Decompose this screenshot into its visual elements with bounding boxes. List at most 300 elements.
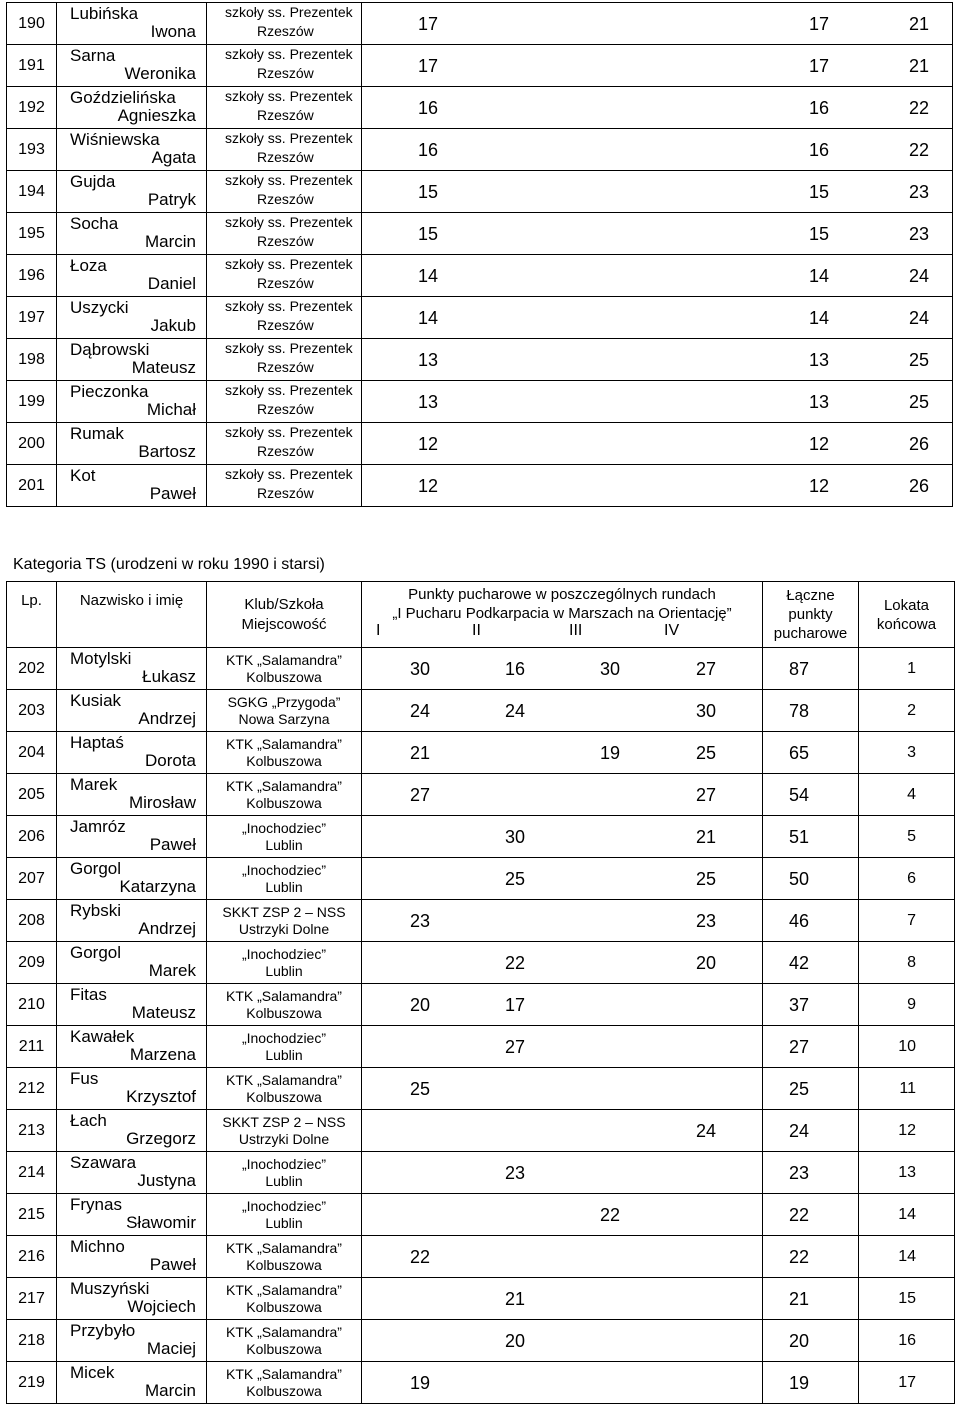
- row-round-4: 25: [696, 869, 717, 889]
- row-club-line2: Rzeszów: [257, 275, 314, 291]
- row-surname: Micek: [70, 1363, 115, 1382]
- row-total-cell: [763, 942, 859, 984]
- row-rank: 24: [909, 266, 930, 286]
- row-club-line2: Rzeszów: [257, 401, 314, 417]
- row-club: [207, 1068, 362, 1110]
- row-total: 37: [789, 995, 810, 1015]
- row-total: 12: [809, 476, 830, 496]
- row-club-line2: Kolbuszowa: [246, 1382, 322, 1399]
- row-club: [207, 297, 362, 339]
- row-rank: 23: [909, 182, 930, 202]
- table-row: [7, 1110, 955, 1152]
- row-rank-cell: [859, 942, 955, 984]
- row-total: 42: [789, 953, 810, 973]
- row-club: [207, 423, 362, 465]
- row-rank-cell: [859, 900, 955, 942]
- row-round-score: 14: [418, 266, 439, 286]
- row-total-cell: [763, 900, 859, 942]
- row-first-name: Bartosz: [138, 442, 196, 461]
- row-name: [57, 423, 207, 465]
- row-club-line2: Kolbuszowa: [246, 1088, 322, 1105]
- row-round-1: 30: [410, 659, 431, 679]
- row-round-4: 23: [696, 911, 717, 931]
- row-lp: 192: [7, 87, 57, 129]
- row-surname: Sarna: [70, 46, 116, 65]
- row-club: [207, 816, 362, 858]
- table-row: [7, 1236, 955, 1278]
- table-row: [7, 690, 955, 732]
- row-first-name: Łukasz: [142, 667, 196, 686]
- row-total-cell: [763, 1362, 859, 1404]
- table-row: [7, 297, 953, 339]
- row-first-name: Agata: [151, 148, 196, 167]
- row-surname: Marek: [70, 775, 118, 794]
- row-rank-cell: [859, 1320, 955, 1362]
- row-first-name: Paweł: [149, 1255, 196, 1274]
- row-surname: Uszycki: [70, 298, 129, 317]
- row-points: [362, 858, 763, 900]
- row-club: [207, 1362, 362, 1404]
- row-first-name: Michał: [146, 400, 196, 419]
- row-total: 22: [789, 1205, 810, 1225]
- table-row: [7, 1194, 955, 1236]
- row-rank: 6: [907, 869, 916, 887]
- row-club-line2: Rzeszów: [257, 107, 314, 123]
- row-name: [57, 1320, 207, 1362]
- row-lp: 195: [7, 213, 57, 255]
- row-first-name: Iwona: [150, 22, 196, 41]
- row-round-score: 15: [418, 224, 439, 244]
- row-points: [362, 774, 763, 816]
- row-points: [362, 1026, 763, 1068]
- row-first-name: Jakub: [150, 316, 196, 335]
- row-club: [207, 255, 362, 297]
- table-row: [7, 942, 955, 984]
- row-rank: 23: [909, 224, 930, 244]
- table-row: [7, 339, 953, 381]
- row-surname: Goździelińska: [70, 88, 176, 107]
- row-total: 78: [789, 701, 810, 721]
- row-round-score: 14: [418, 308, 439, 328]
- row-club-line2: Rzeszów: [257, 149, 314, 165]
- row-rank-cell: [859, 1362, 955, 1404]
- row-club-line2: Kolbuszowa: [246, 1298, 322, 1315]
- row-name: [57, 3, 207, 45]
- row-surname: Rumak: [70, 424, 124, 443]
- row-club-line1: szkoły ss. Prezentek: [225, 214, 353, 230]
- row-total: 20: [789, 1331, 810, 1351]
- row-lp: 198: [7, 339, 57, 381]
- row-name: [57, 942, 207, 984]
- row-total: 12: [809, 434, 830, 454]
- table-row: [7, 816, 955, 858]
- row-points: [362, 465, 953, 507]
- row-club: [207, 984, 362, 1026]
- row-club-line1: „Inochodziec”: [241, 819, 327, 836]
- row-points: [362, 942, 763, 984]
- row-points: [362, 213, 953, 255]
- row-name: [57, 984, 207, 1026]
- row-rank: 21: [909, 14, 930, 34]
- row-lp: 200: [7, 423, 57, 465]
- row-club-line2: Kolbuszowa: [246, 794, 322, 811]
- row-first-name: Mirosław: [128, 793, 196, 812]
- row-total-cell: [763, 648, 859, 690]
- row-rank: 22: [909, 140, 930, 160]
- row-total-cell: [763, 816, 859, 858]
- header-points: [362, 582, 763, 648]
- row-rank: 17: [898, 1373, 916, 1391]
- row-club-line1: KTK „Salamandra”: [226, 1365, 342, 1382]
- row-rank-cell: [859, 1278, 955, 1320]
- row-name: [57, 690, 207, 732]
- row-total-cell: [763, 1068, 859, 1110]
- row-rank-cell: [859, 732, 955, 774]
- row-total: 16: [809, 98, 830, 118]
- row-total: 46: [789, 911, 810, 931]
- table-row: [7, 129, 953, 171]
- row-club-line1: szkoły ss. Prezentek: [225, 4, 353, 20]
- row-club-line2: Lublin: [265, 962, 303, 979]
- row-name: [57, 648, 207, 690]
- row-club-line2: Kolbuszowa: [246, 1340, 322, 1357]
- header-total: [763, 582, 859, 648]
- row-round-1: 24: [410, 701, 431, 721]
- row-surname: Kot: [70, 466, 96, 485]
- row-rank: 26: [909, 434, 930, 454]
- row-lp: 215: [7, 1194, 57, 1236]
- row-lp: 205: [7, 774, 57, 816]
- row-club-line2: Rzeszów: [257, 317, 314, 333]
- row-rank: 7: [907, 911, 916, 929]
- row-rank: 3: [907, 743, 916, 761]
- row-rank: 5: [907, 827, 916, 845]
- row-club: [207, 648, 362, 690]
- header-club-line2: Miejscowość: [241, 615, 327, 633]
- row-club-line2: Lublin: [265, 1214, 303, 1231]
- header-total-line1: Łączne: [786, 587, 835, 604]
- row-lp: 196: [7, 255, 57, 297]
- row-club-line2: Rzeszów: [257, 65, 314, 81]
- header-club: [207, 582, 362, 648]
- row-lp: 210: [7, 984, 57, 1026]
- row-club: [207, 1152, 362, 1194]
- row-total: 15: [809, 182, 830, 202]
- row-round-score: 13: [418, 392, 439, 412]
- row-total: 50: [789, 869, 810, 889]
- header-round-1: I: [376, 622, 381, 639]
- row-lp: 207: [7, 858, 57, 900]
- row-club-line1: KTK „Salamandra”: [226, 987, 342, 1004]
- row-club-line1: „Inochodziec”: [241, 1029, 327, 1046]
- row-round-score: 13: [418, 350, 439, 370]
- row-round-1: 27: [410, 785, 431, 805]
- header-total-line2: punkty: [788, 606, 833, 623]
- row-surname: Łoza: [70, 256, 107, 275]
- row-total-cell: [763, 1278, 859, 1320]
- row-total: 13: [809, 350, 830, 370]
- table-row: [7, 1278, 955, 1320]
- row-club-line1: KTK „Salamandra”: [226, 735, 342, 752]
- row-round-2: 21: [505, 1289, 526, 1309]
- row-club-line1: szkoły ss. Prezentek: [225, 88, 353, 104]
- row-points: [362, 87, 953, 129]
- row-name: [57, 339, 207, 381]
- row-rank-cell: [859, 648, 955, 690]
- row-lp: 218: [7, 1320, 57, 1362]
- row-club-line2: Lublin: [265, 1046, 303, 1063]
- row-total: 13: [809, 392, 830, 412]
- row-club: [207, 1320, 362, 1362]
- row-round-score: 15: [418, 182, 439, 202]
- row-club: [207, 171, 362, 213]
- row-round-4: 30: [696, 701, 717, 721]
- row-lp: 219: [7, 1362, 57, 1404]
- row-round-4: 25: [696, 743, 717, 763]
- row-total: 25: [789, 1079, 810, 1099]
- row-surname: Michno: [70, 1237, 125, 1256]
- row-surname: Dąbrowski: [70, 340, 150, 359]
- row-round-1: 20: [410, 995, 431, 1015]
- table-row: [7, 1026, 955, 1068]
- row-club-line1: SGKG „Przygoda”: [227, 693, 341, 710]
- row-club-line1: szkoły ss. Prezentek: [225, 466, 353, 482]
- table-row: [7, 87, 953, 129]
- row-points: [362, 816, 763, 858]
- row-club: [207, 1278, 362, 1320]
- row-rank-cell: [859, 984, 955, 1026]
- row-first-name: Maciej: [146, 1339, 196, 1358]
- row-club: [207, 45, 362, 87]
- row-club-line2: Lublin: [265, 878, 303, 895]
- row-rank: 10: [898, 1037, 916, 1055]
- row-lp: 191: [7, 45, 57, 87]
- row-points: [362, 129, 953, 171]
- row-lp: 193: [7, 129, 57, 171]
- row-first-name: Sławomir: [126, 1213, 196, 1232]
- row-round-2: 17: [505, 995, 526, 1015]
- row-total: 27: [789, 1037, 810, 1057]
- row-surname: Haptaś: [70, 733, 124, 752]
- row-club-line1: szkoły ss. Prezentek: [225, 46, 353, 62]
- row-surname: Gorgol: [70, 859, 122, 878]
- row-first-name: Daniel: [147, 274, 196, 293]
- row-total: 22: [789, 1247, 810, 1267]
- header-club-line1: Klub/Szkoła: [244, 595, 324, 613]
- row-round-score: 17: [418, 14, 439, 34]
- row-club-line1: szkoły ss. Prezentek: [225, 340, 353, 356]
- row-rank: 26: [909, 476, 930, 496]
- row-total: 17: [809, 14, 830, 34]
- row-club-line1: KTK „Salamandra”: [226, 1281, 342, 1298]
- row-club: [207, 1236, 362, 1278]
- row-rank: 8: [907, 953, 916, 971]
- row-rank: 14: [898, 1247, 916, 1265]
- row-total: 87: [789, 659, 810, 679]
- row-first-name: Mateusz: [131, 1003, 196, 1022]
- row-club: [207, 858, 362, 900]
- row-points: [362, 339, 953, 381]
- table-row: [7, 255, 953, 297]
- row-club-line2: Nowa Sarzyna: [238, 710, 330, 727]
- table-row: [7, 858, 955, 900]
- row-club: [207, 900, 362, 942]
- row-rank: 14: [898, 1205, 916, 1223]
- row-surname: Rybski: [70, 901, 122, 920]
- row-club-line2: Rzeszów: [257, 233, 314, 249]
- row-name: [57, 900, 207, 942]
- row-round-1: 21: [410, 743, 431, 763]
- row-name: [57, 87, 207, 129]
- row-club-line1: szkoły ss. Prezentek: [225, 382, 353, 398]
- upper-results-table: [6, 2, 953, 507]
- row-round-score: 17: [418, 56, 439, 76]
- row-total: 65: [789, 743, 810, 763]
- row-rank-cell: [859, 1068, 955, 1110]
- row-name: [57, 45, 207, 87]
- row-points: [362, 900, 763, 942]
- row-name: [57, 213, 207, 255]
- row-points: [362, 297, 953, 339]
- row-round-2: 23: [505, 1163, 526, 1183]
- row-round-2: 24: [505, 701, 526, 721]
- row-first-name: Mateusz: [131, 358, 196, 377]
- row-rank-cell: [859, 690, 955, 732]
- row-lp: 212: [7, 1068, 57, 1110]
- row-round-2: 27: [505, 1037, 526, 1057]
- row-points: [362, 1236, 763, 1278]
- row-points: [362, 255, 953, 297]
- row-points: [362, 3, 953, 45]
- row-points: [362, 648, 763, 690]
- header-round-3: III: [569, 622, 583, 639]
- row-club: [207, 732, 362, 774]
- row-surname: Fitas: [70, 985, 107, 1004]
- row-total: 15: [809, 224, 830, 244]
- row-surname: Przybyło: [70, 1321, 136, 1340]
- results-table: [6, 581, 955, 1404]
- row-club: [207, 3, 362, 45]
- row-rank: 12: [898, 1121, 916, 1139]
- row-points: [362, 1068, 763, 1110]
- row-club-line2: Rzeszów: [257, 485, 314, 501]
- row-points: [362, 1152, 763, 1194]
- table-row: [7, 732, 955, 774]
- row-round-score: 16: [418, 98, 439, 118]
- row-total: 19: [789, 1373, 810, 1393]
- row-points: [362, 423, 953, 465]
- row-lp: 190: [7, 3, 57, 45]
- row-points: [362, 45, 953, 87]
- row-total-cell: [763, 1152, 859, 1194]
- table-row: [7, 1068, 955, 1110]
- row-club: [207, 87, 362, 129]
- row-club: [207, 1110, 362, 1152]
- row-rank-cell: [859, 1152, 955, 1194]
- row-rank: 25: [909, 392, 930, 412]
- row-club-line2: Rzeszów: [257, 191, 314, 207]
- row-first-name: Weronika: [124, 64, 196, 83]
- row-first-name: Andrzej: [138, 919, 196, 938]
- header-rank-line2: końcowa: [876, 615, 937, 633]
- row-name: [57, 381, 207, 423]
- row-points: [362, 1194, 763, 1236]
- row-rank-cell: [859, 816, 955, 858]
- row-lp: 216: [7, 1236, 57, 1278]
- row-points: [362, 732, 763, 774]
- row-total: 51: [789, 827, 810, 847]
- row-first-name: Marcin: [144, 232, 196, 251]
- row-club: [207, 1194, 362, 1236]
- row-round-4: 20: [696, 953, 717, 973]
- header-points-line1: Punkty pucharowe w poszczególnych rundach: [408, 586, 716, 603]
- row-lp: 204: [7, 732, 57, 774]
- row-name: [57, 1110, 207, 1152]
- row-club: [207, 339, 362, 381]
- row-club-line2: Kolbuszowa: [246, 752, 322, 769]
- row-club-line2: Lublin: [265, 1172, 303, 1189]
- row-total-cell: [763, 1320, 859, 1362]
- row-first-name: Marek: [148, 961, 196, 980]
- row-round-3: 19: [600, 743, 621, 763]
- row-round-2: 20: [505, 1331, 526, 1351]
- row-lp: 203: [7, 690, 57, 732]
- row-first-name: Justyna: [137, 1171, 196, 1190]
- row-club: [207, 774, 362, 816]
- row-total-cell: [763, 858, 859, 900]
- header-round-2: II: [472, 622, 481, 639]
- row-surname: Gorgol: [70, 943, 122, 962]
- row-total-cell: [763, 732, 859, 774]
- row-rank-cell: [859, 1110, 955, 1152]
- row-lp: 201: [7, 465, 57, 507]
- row-total-cell: [763, 984, 859, 1026]
- row-total-cell: [763, 1026, 859, 1068]
- row-total: 21: [789, 1289, 810, 1309]
- row-club-line2: Rzeszów: [257, 443, 314, 459]
- row-round-2: 25: [505, 869, 526, 889]
- row-lp: 209: [7, 942, 57, 984]
- row-lp: 199: [7, 381, 57, 423]
- row-surname: Lubińska: [70, 4, 139, 23]
- row-club-line1: szkoły ss. Prezentek: [225, 298, 353, 314]
- row-name: [57, 1026, 207, 1068]
- table-row: [7, 45, 953, 87]
- row-surname: Pieczonka: [70, 382, 149, 401]
- row-name: [57, 129, 207, 171]
- row-round-score: 12: [418, 434, 439, 454]
- table-row: [7, 465, 953, 507]
- row-rank: 1: [907, 659, 916, 677]
- row-surname: Gujda: [70, 172, 116, 191]
- table-row: [7, 984, 955, 1026]
- row-surname: Kusiak: [70, 691, 122, 710]
- row-club-line2: Kolbuszowa: [246, 1256, 322, 1273]
- row-rank: 9: [907, 995, 916, 1013]
- row-rank-cell: [859, 858, 955, 900]
- row-club-line2: Rzeszów: [257, 359, 314, 375]
- row-total: 14: [809, 266, 830, 286]
- row-club-line1: „Inochodziec”: [241, 1155, 327, 1172]
- row-round-1: 23: [410, 911, 431, 931]
- header-name: Nazwisko i imię: [57, 582, 207, 648]
- row-club-line1: szkoły ss. Prezentek: [225, 256, 353, 272]
- row-club-line2: Kolbuszowa: [246, 668, 322, 685]
- header-lp: Lp.: [7, 582, 57, 648]
- row-name: [57, 816, 207, 858]
- row-first-name: Wojciech: [127, 1297, 196, 1316]
- row-club-line1: KTK „Salamandra”: [226, 651, 342, 668]
